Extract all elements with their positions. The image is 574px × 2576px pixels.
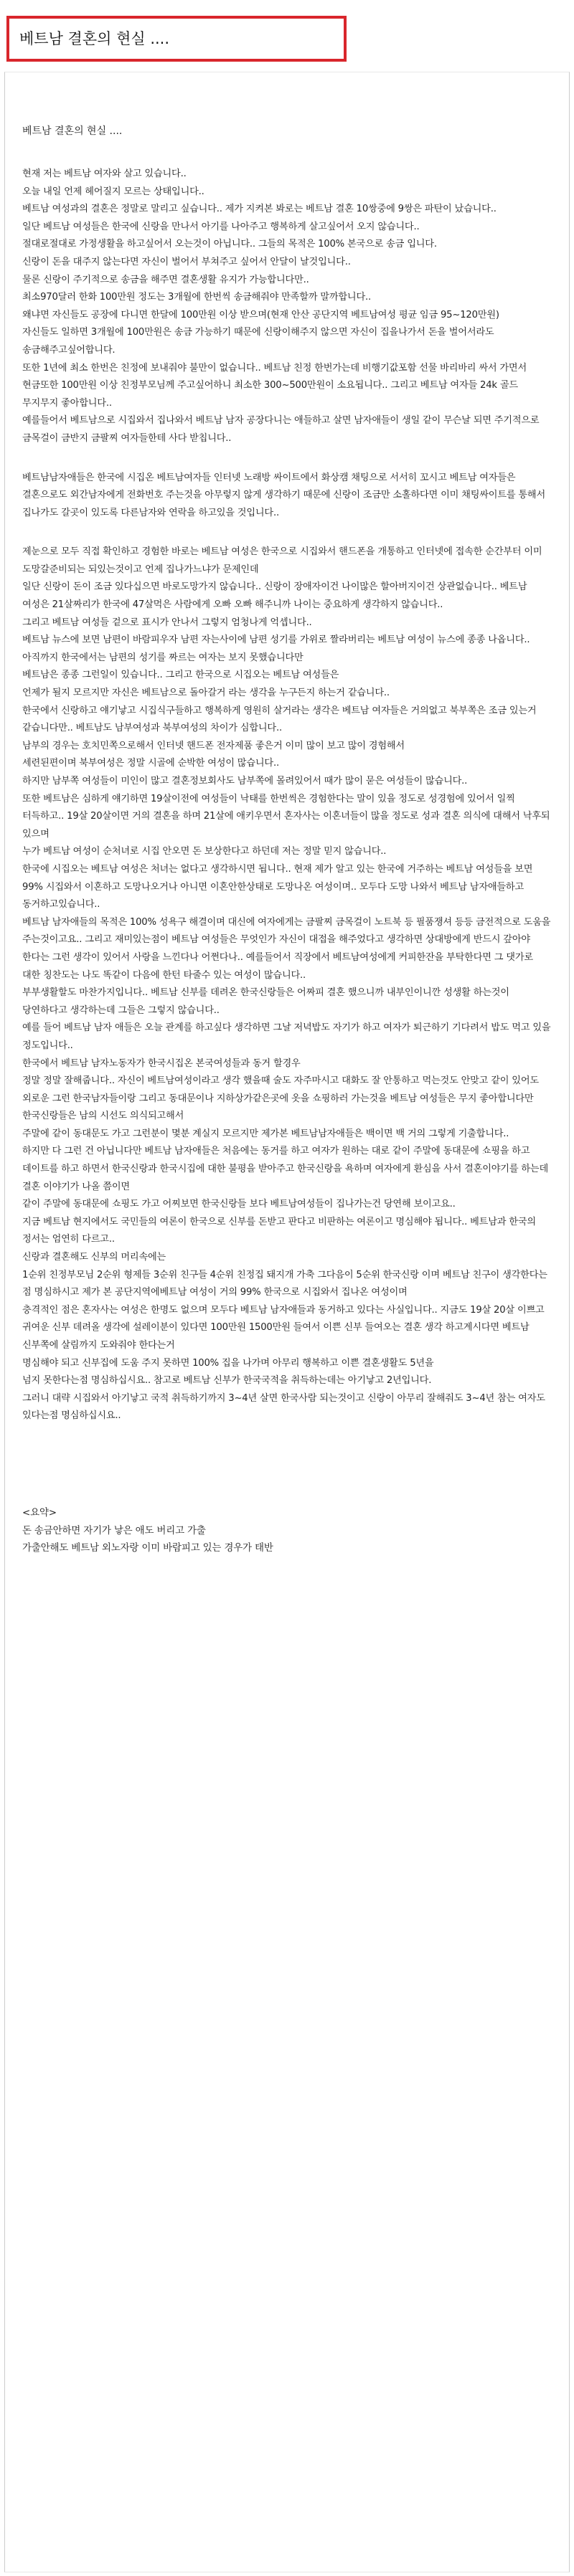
paragraph: 그리고 베트남 여성들 겉으로 표시가 안나서 그렇지 엄청나게 억셉니다..	[22, 617, 312, 628]
paragraph: 명심해야 되고 신부집에 도움 주지 못하면 100% 집을 나가며 아무리 행복하고 이쁜 결혼생활도 5년을	[22, 1357, 434, 1369]
paragraph: 넘지 못한다는점 명심하십시요.. 참고로 베트남 신부가 한국국적을 취득하는데는 아기낳고 2년입니다.	[22, 1375, 432, 1387]
paragraph: 일단 신랑이 돈이 조금 있다십으면 바로도망가지 않습니다.. 신랑이 장애자이건 나이많은 할아버지이건 상관없습니다.. 베트남 여성은 21살짜리가 한국에 47살먹은 사람에게 오빠 오빠 해주니까 나이는 중요하게 생각하지 않습니다..	[22, 581, 527, 611]
paragraph: 예를들어서 베트남으로 시집와서 집나와서 베트남 남자 공장다니는 애들하고 살면 남자애들이 생일 같이 무슨날 되면 주기적으로 금목걸이 금반지 금팔찌 여자들한테 사다 받칩니다..	[22, 415, 540, 444]
paragraph: 세련된편이며 북부여성은 정말 시골에 순박한 여성이 많습니다..	[22, 758, 279, 769]
paragraph: 언제가 될지 모르지만 자신은 베트남으로 돌아갈거 라는 생각을 누구든지 하는거 같습니다..	[22, 688, 390, 699]
paragraph: 정말 정말 잘해줍니다.. 자신이 베트남여성이라고 생각 했을때 술도 자주마시고 대화도 잘 안통하고 먹는것도 안맞고 같이 있어도 외로운 그런 한국남자들이랑 그리고 동대문이나 지하상가같은곳에 옷을 쇼핑하러 가는것을 베트남 여성들은 무지 좋아합니다만 한국신랑들은 남의 시선도 의식되고해서	[22, 1075, 539, 1122]
paragraph: 한국에서 신랑하고 얘기낳고 시집식구들하고 행복하게 영원히 살거라는 생각은 베트남 여자들은 거의없고 북부쪽은 조금 있는거 같습니다만.. 베트남도 남부여성과 북부여성의 차이가 심합니다..	[22, 705, 537, 734]
paragraph: 베트남은 종종 그런일이 있습니다.. 그리고 한국으로 시집오는 베트남 여성들은	[22, 670, 339, 681]
summary-heading: <요약>	[22, 1506, 57, 1518]
paragraph: 한국에 시집오는 베트남 여성은 처녀는 없다고 생각하시면 됩니다.. 현재 제가 알고 있는 한국에 거주하는 베트남 여성들을 보면 99% 시집와서 이혼하고 도망나오거나 아니면 이혼안한상태로 도망나온 여성이며.. 모두다 도망 나와서 베트남 남자애들하고 동거하고있습니다..	[22, 863, 533, 911]
paragraph: 물론 신랑이 주기적으로 송금을 해주면 결혼생활 유지가 가능합니다만..	[22, 274, 309, 285]
paragraph: 베트남 여성과의 결혼은 정말로 말리고 싶습니다.. 제가 지켜본 봐로는 베트남 결혼 10쌍중에 9쌍은 파탄이 났습니다..	[22, 204, 497, 215]
paragraph: 베트남 뉴스에 보면 남편이 바람피우자 남편 자는사이에 남편 성기를 가위로 짤라버리는 베트남 여성이 뉴스에 종종 나옵니다..	[22, 635, 530, 646]
paragraph: 부부생활할도 마찬가지입니다.. 베트남 신부를 데려온 한국신랑들은 어짜피 결혼 했으니까 내부인이니깐 성생활 하는것이 당연하다고 생각하는데 그들은 그렇지 않습니다..	[22, 987, 509, 1016]
paragraph: 일단 베트남 여성들은 한국에 신랑을 만나서 아기를 나아주고 행복하게 살고싶어서 오지 않습니다..	[22, 221, 420, 232]
paragraph: 하지만 남부쪽 여성들이 미인이 많고 결혼정보회사도 남부쪽에 몰려있어서 때가 많이 묻은 여성들이 많습니다..	[22, 776, 468, 786]
paragraph: 주말에 같이 동대문도 가고 그런분이 몇분 계실지 모르지만 제가본 베트남남자애들은 백이면 백 거의 그렇게 기출합니다..	[22, 1128, 509, 1139]
paragraph: 베트남 남자애들의 목적은 100% 성욕구 해결이며 대신에 여자에게는 금팔찌 금목걸이 노트북 등 필품쟁셔 등등 금전적으로 도움을 주는것이고요.. 그리고 재미있는점이 베트남 여성들은 무엇인가 자신이 대접을 해주었다고 생각하면 상대방에게 반드시 갚아야 한다는 그런 생각이 있어서 사랑을 느낀다나 어쩐다나.. 예를들어서 직장에서 베트남여성에게 커피한잔을 부탁한다면 그 댓가로 대한 칭찬도는 나도 똑같이 다음에 한턴 타줄수 있는 여성이 많습니다..	[22, 916, 551, 981]
paragraph: 누가 베트남 여성이 순처녀로 시집 안오면 돈 보상한다고 하던데 저는 정말 믿지 않습니다..	[22, 846, 387, 857]
paragraph: 충격적인 점은 혼자사는 여성은 한명도 없으며 모두다 베트남 남자애들과 동거하고 있다는 사실입니다.. 지금도 19살 20살 이쁘고 귀여운 신부 데려올 생각에 설레이분이 있다면 100만원 1500만원 들여서 이쁜 신부 들여오는 결혼 생각 하고계시다면 베트남 신부쪽에 살림까지 도와줘야 한다는거	[22, 1304, 545, 1351]
post-title: 베트남 결혼의 현실 ....	[19, 30, 170, 47]
post-summary	[22, 1504, 553, 1557]
paragraph: 최소970달러 한화 100만원 정도는 3개월에 한번씩 송금해줘야 만족할까 말까합니다..	[22, 292, 371, 303]
paragraph: 베트남남자애들은 한국에 시집온 베트남여자들 인터넷 노래방 싸이트에서 화상캠 채팅으로 서서히 꼬시고 베트남 여자들은 결혼으로도 외간남자에게 전화번호 주는것을 아무렇지 않게 생각하기 때문에 신랑이 조금만 소홀하다면 이미 채팅싸이트를 통해서 집나가도 갈곳이 있도록 다른남자와 연락을 하고있을 것입니다..	[22, 472, 546, 518]
paragraph: 하지만 다 그런 건 아닙니다만 베트남 남자애들은 처음에는 동거를 하고 여자가 원하는 대로 같이 주말에 동대문에 쇼핑을 하고 데이트를 하고 하면서 한국신랑과 한국시집에 대한 불평을 받아주고 한국신랑을 욕하며 여자에게 환심을 사서 결혼이야기를 하는데 결혼 이야기가 나올 쯤이면	[22, 1146, 548, 1192]
paragraph: 자신들도 일하면 3개월에 100만원은 송금 가능하기 때문에 신랑이해주지 않으면 자신이 집을나가서 돈을 벌어서라도 송금해주고싶어합니다.	[22, 327, 494, 356]
summary-line: 가출안해도 베트남 외노자랑 이미 바람피고 있는 경우가 태반	[22, 1542, 273, 1554]
paragraph: 또한 베트남은 심하게 얘기하면 19살이전에 여성들이 낙태를 한번씩은 경험한다는 말이 있을 정도로 성경험에 있어서 일찍 터득하고.. 19살 20살이면 거의 결혼을 하며 21살에 애키우면서 혼자사는 이혼녀들이 많을 정도로 성과 결혼 의식에 대해서 낙후되 있으며	[22, 793, 550, 840]
paragraph-gap	[22, 522, 553, 543]
post-heading: 베트남 결혼의 현실 ....	[22, 125, 123, 137]
paragraph: 또한 1년에 최소 한번은 친정에 보내줘야 불만이 없습니다.. 베트남 친정 한번가는데 비행기값포함 선물 바리바리 싸서 가면서 현금또한 100만원 이상 친정부모님께 주고싶어하니 최소한 300~500만원이 소요됩니다.. 그리고 베트남 여자들 24k 골드 무지무지 좋아합니다..	[22, 362, 527, 409]
paragraph: 신랑과 결혼해도 신부의 머리속에는	[22, 1252, 166, 1263]
section-gap	[22, 448, 553, 470]
paragraph: 절대로절대로 가정생활을 하고싶어서 오는것이 아닙니다.. 그들의 목적은 100% 본국으로 송금 입니다.	[22, 239, 437, 250]
paragraph: 1순위 친정부모님 2순위 형제들 3순위 친구들 4순위 친정집 돼지개 가축 그다음이 5순위 한국신랑 이며 베트남 친구이 생각한다는 점 명심하시고 제가 본 공단지역에베트남 여성이 거의 99% 한국으로 시집와서 집나온 여성이며	[22, 1269, 547, 1298]
paragraph: 지금 베트남 현지에서도 국민들의 여론이 한국으로 신부를 돈받고 판다고 비판하는 여론이고 명심해야 됩니다.. 베트남과 한국의 정서는 엄연히 다르고..	[22, 1216, 536, 1245]
paragraph: 왜냐면 자신들도 공장에 다니면 한달에 100만원 이상 받으며(현재 안산 공단지역 베트남여성 평균 임금 95~120만원)	[22, 309, 499, 320]
paragraph: 제눈으로 모두 직접 확인하고 경험한 바로는 베트남 여성은 한국으로 시집와서 핸드폰을 개통하고 인터넷에 접속한 순간부터 이미 도망갈준비되는 되있는것이고 언제 집나가느냐가 문제인데	[22, 546, 542, 575]
paragraph: 현재 저는 베트남 여자와 살고 있습니다..	[22, 168, 187, 179]
paragraph: 한국에서 베트남 남자노동자가 한국시집온 본국여성들과 동거 할경우	[22, 1058, 301, 1069]
paragraph: 예를 들어 베트남 남자 애들은 오늘 관계를 하고싶다 생각하면 그날 저녁밥도 자기가 하고 여자가 퇴근하기 기다려서 밥도 먹고 있을 정도입니다..	[22, 1022, 551, 1051]
post-title-box	[6, 16, 347, 62]
summary-line: 돈 송금안하면 자기가 낳은 애도 버리고 가출	[22, 1524, 206, 1536]
paragraph: 남부의 경우는 호치민쪽으로해서 인터넷 핸드폰 전자제품 좋은거 이미 많이 보고 많이 경험해서	[22, 740, 405, 751]
paragraph: 아직까지 한국에서는 남편의 성기를 짜르는 여자는 보지 못했습니다만	[22, 652, 304, 663]
paragraph: 그러니 대략 시집와서 아기낳고 국적 취득하기까지 3~4년 살면 한국사람 되는것이고 신랑이 아무리 잘해줘도 3~4년 참는 여자도 있다는점 명심하십시요..	[22, 1392, 545, 1422]
paragraph: 신랑이 돈을 대주지 않는다면 자신이 벌어서 부쳐주고 싶어서 안달이 날것입니다..	[22, 256, 351, 267]
post-sections	[22, 166, 553, 1425]
paragraph: 오늘 내일 언제 헤어질지 모르는 상태입니다..	[22, 186, 204, 197]
post-body	[4, 72, 570, 2572]
paragraph: 같이 주말에 동대문에 쇼핑도 가고 어찌보면 한국신랑들 보다 베트남여성들이 집나가는건 당연해 보이고요..	[22, 1199, 456, 1210]
